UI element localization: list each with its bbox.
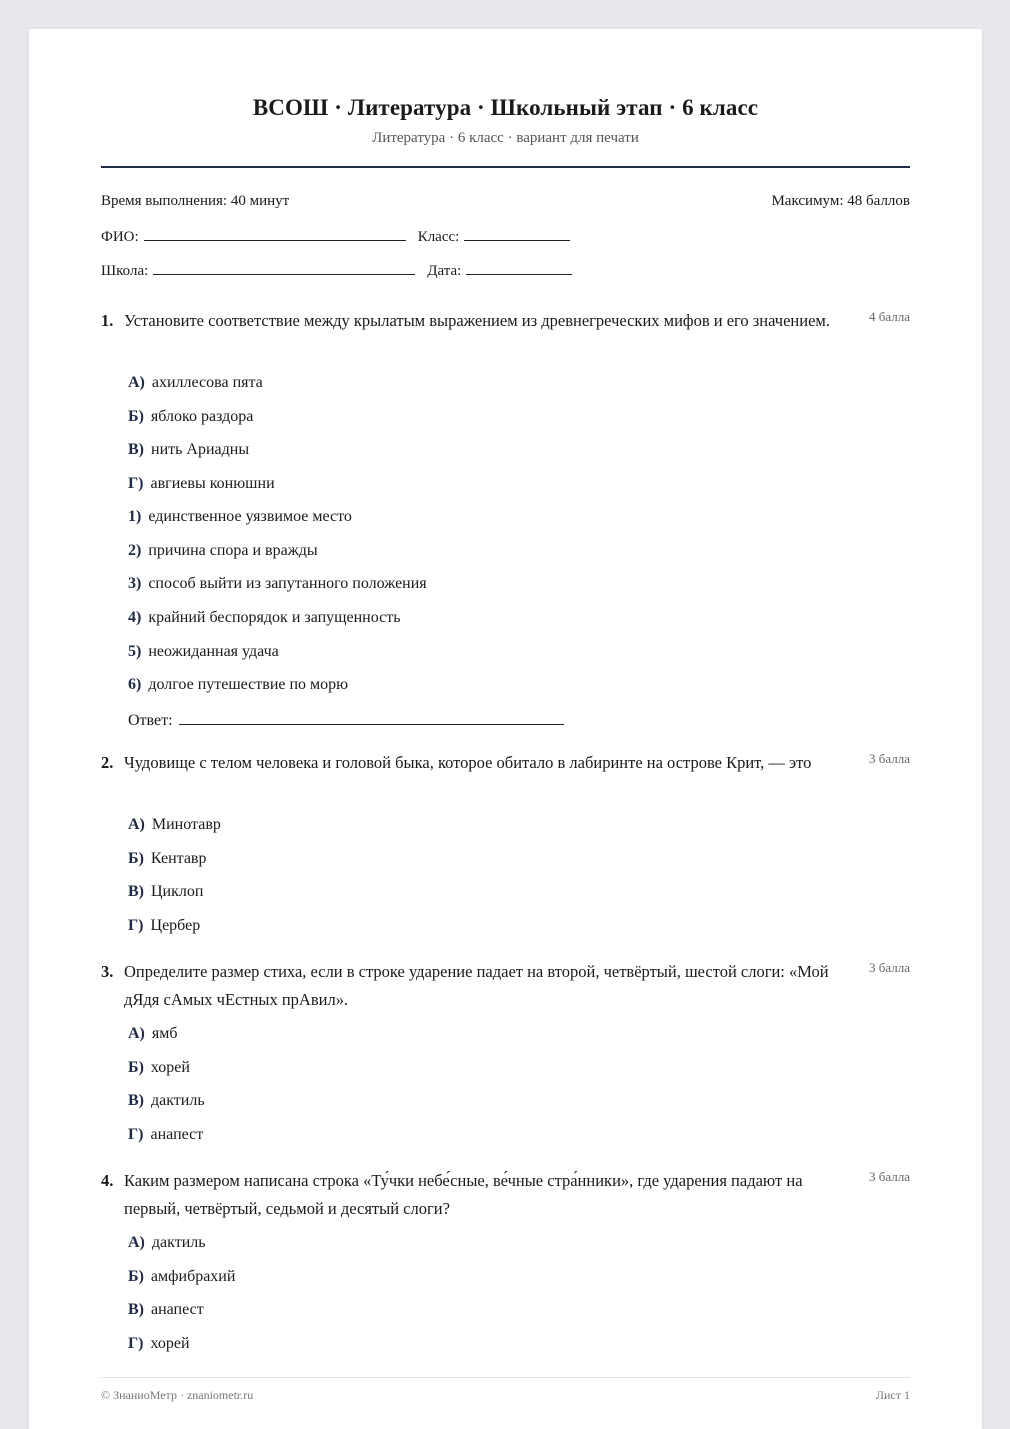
footer-divider	[101, 1377, 910, 1378]
option-label: 1)	[128, 508, 142, 525]
answer-label: Ответ:	[128, 712, 173, 729]
question-number: 3.	[101, 962, 114, 981]
option-a[interactable]	[128, 1025, 178, 1043]
fio-field[interactable]	[144, 226, 406, 241]
option-4[interactable]	[128, 609, 401, 627]
option-text: ямб	[151, 1025, 178, 1042]
question-2	[101, 749, 910, 934]
option-label: В)	[128, 1301, 144, 1318]
option-b[interactable]	[128, 1059, 190, 1077]
question-points: 3 балла	[869, 1169, 910, 1184]
page-number: Лист 1	[875, 1388, 910, 1402]
option-a[interactable]	[128, 816, 221, 834]
option-label: А)	[128, 816, 145, 833]
option-text: дактиль	[151, 1234, 206, 1251]
option-b[interactable]	[128, 850, 206, 868]
question-number: 1.	[101, 311, 114, 330]
school-label: Школа:	[101, 263, 149, 279]
option-text: нить Ариадны	[151, 441, 250, 458]
question-points: 4 балла	[869, 309, 910, 324]
option-6[interactable]	[128, 676, 348, 694]
option-label: Г)	[128, 475, 144, 492]
option-label: А)	[128, 374, 145, 391]
option-v[interactable]	[128, 1092, 205, 1110]
option-text: ахиллесова пята	[151, 374, 263, 391]
exam-sheet	[29, 29, 982, 1429]
option-1[interactable]	[128, 508, 352, 526]
option-label: В)	[128, 441, 144, 458]
exam-meta	[101, 193, 910, 210]
option-label: Г)	[128, 1126, 144, 1143]
option-label: 2)	[128, 542, 142, 559]
answer-field[interactable]	[179, 710, 564, 725]
option-text: способ выйти из запутанного положения	[148, 575, 427, 592]
question-header	[101, 1167, 910, 1223]
date-field[interactable]	[466, 260, 572, 275]
class-label: Класс:	[417, 229, 460, 245]
option-text: дактиль	[151, 1092, 205, 1109]
max-score: Максимум: 48 баллов	[771, 193, 910, 209]
option-5[interactable]	[128, 643, 279, 661]
option-text: долгое путешествие по морю	[148, 676, 349, 693]
question-points: 3 балла	[869, 751, 910, 766]
option-text: амфибрахий	[150, 1268, 236, 1285]
option-label: А)	[128, 1234, 145, 1251]
option-g[interactable]	[128, 1126, 203, 1144]
option-g[interactable]	[128, 475, 275, 493]
fio-label: ФИО:	[101, 229, 139, 245]
option-b[interactable]	[128, 1268, 235, 1286]
page-footer	[101, 1388, 910, 1403]
option-v[interactable]	[128, 883, 203, 901]
option-text: Цербер	[150, 917, 201, 934]
question-text: Установите соответствие между крылатым выражением из древнегреческих мифов и его значением.	[124, 311, 830, 330]
option-label: Б)	[128, 408, 144, 425]
option-label: Г)	[128, 1335, 144, 1352]
question-3	[101, 958, 910, 1143]
option-3[interactable]	[128, 575, 427, 593]
option-b[interactable]	[128, 408, 253, 426]
school-field[interactable]	[153, 260, 415, 275]
option-text: хорей	[150, 1335, 190, 1352]
date-label: Дата:	[427, 263, 462, 279]
option-label: В)	[128, 1092, 144, 1109]
option-label: Б)	[128, 1268, 144, 1285]
header-divider	[101, 166, 910, 168]
option-label: Г)	[128, 917, 144, 934]
question-header	[101, 958, 910, 1014]
option-text: хорей	[150, 1059, 190, 1076]
option-v[interactable]	[128, 441, 249, 459]
option-label: 3)	[128, 575, 142, 592]
option-text: анапест	[150, 1126, 204, 1143]
option-text: авгиевы конюшни	[150, 475, 275, 492]
option-text: причина спора и вражды	[148, 542, 318, 559]
question-text: Каким размером написана строка «Ту́чки небе́сные, ве́чные стра́нники», где ударения падают на первый, четвёртый, седьмой и десятый слоги?	[124, 1171, 803, 1218]
question-number: 2.	[101, 753, 114, 772]
option-text: Кентавр	[150, 850, 207, 867]
option-label: 4)	[128, 609, 142, 626]
question-text: Определите размер стиха, если в строке ударение падает на второй, четвёртый, шестой слоги: «Мой дЯдя сАмых чЕстных прАвил».	[124, 962, 829, 1009]
page-subtitle: Литература · 6 класс · вариант для печати	[372, 130, 639, 146]
option-label: В)	[128, 883, 144, 900]
question-header	[101, 307, 910, 335]
option-label: Б)	[128, 850, 144, 867]
page-title: ВСОШ · Литература · Школьный этап · 6 класс	[252, 95, 759, 120]
option-label: 6)	[128, 676, 142, 693]
sheet-content	[101, 29, 910, 1429]
option-text: неожиданная удача	[148, 643, 279, 660]
option-text: единственное уязвимое место	[148, 508, 352, 525]
option-g[interactable]	[128, 917, 200, 935]
question-text: Чудовище с телом человека и головой быка, которое обитало в лабиринте на острове Крит, — это	[124, 753, 812, 772]
question-number: 4.	[101, 1171, 114, 1190]
student-name-row	[101, 226, 910, 246]
question-1	[101, 307, 910, 729]
option-text: анапест	[151, 1301, 204, 1318]
option-2[interactable]	[128, 542, 318, 560]
option-text: яблоко раздора	[150, 408, 254, 425]
school-row	[101, 260, 910, 280]
time-limit: Время выполнения: 40 минут	[101, 193, 290, 209]
question-header	[101, 749, 910, 777]
option-a[interactable]	[128, 374, 263, 392]
option-text: крайний беспорядок и запущенность	[148, 609, 401, 626]
footer-copyright: © ЗнаниоМетр · znaniometr.ru	[101, 1388, 254, 1402]
option-label: А)	[128, 1025, 145, 1042]
question-points: 3 балла	[869, 960, 910, 975]
answer-row	[128, 710, 576, 730]
option-text: Минотавр	[151, 816, 221, 833]
option-a[interactable]	[128, 1234, 206, 1252]
option-label: 5)	[128, 643, 142, 660]
class-field[interactable]	[464, 226, 570, 241]
option-v[interactable]	[128, 1301, 204, 1319]
option-text: Циклоп	[151, 883, 204, 900]
option-label: Б)	[128, 1059, 144, 1076]
question-4	[101, 1167, 910, 1352]
option-g[interactable]	[128, 1335, 190, 1353]
